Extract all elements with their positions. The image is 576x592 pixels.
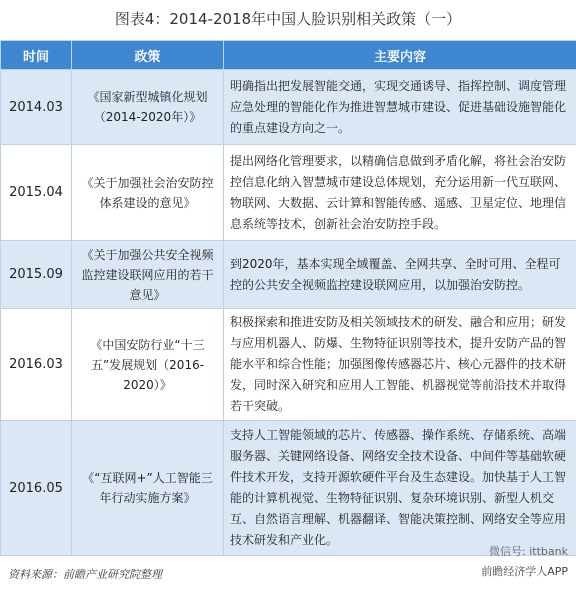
table-header-row — [1, 41, 576, 70]
row-policy: 《中国安防行业“十三五”发展规划（2016-2020）》 — [72, 309, 224, 421]
row-time: 2014.03 — [1, 70, 72, 145]
row-content: 到2020年，基本实现全域覆盖、全网共享、全时可用、全程可控的公共安全视频监控建设联网应用，以加强治安防控。 — [224, 241, 576, 309]
header-content: 主要内容 — [224, 41, 576, 70]
wechat-app-name: 前瞻经济学人APP — [481, 565, 568, 578]
table-row — [1, 309, 576, 421]
row-content: 提出网络化管理要求，以精确信息做到矛盾化解，将社会治安防控信息化纳入智慧城市建设总体规划，充分运用新一代互联网、物联网、大数据、云计算和智能传感、遥感、卫星定位、地理信息系统等技术，创新社会治安防控手段。 — [224, 145, 576, 241]
table-row — [1, 421, 576, 556]
wechat-id: 微信号: ittbank — [489, 545, 568, 558]
row-policy: 《国家新型城镇化规划（2014-2020年）》 — [72, 70, 224, 145]
source-note: 资料来源：前瞻产业研究院整理 — [8, 568, 162, 581]
row-time: 2015.04 — [1, 145, 72, 241]
row-policy: 《关于加强社会治安防控体系建设的意见》 — [72, 145, 224, 241]
row-time: 2016.03 — [1, 309, 72, 421]
row-policy: 《关于加强公共安全视频监控建设联网应用的若干意见》 — [72, 241, 224, 309]
chart-title: 图表4：2014-2018年中国人脸识别相关政策（一） — [114, 10, 462, 28]
row-content: 积极探索和推进安防及相关领域技术的研发、融合和应用；研发与应用机器人、防爆、生物特征识别等技术，提升安防产品的智能水平和综合性能；加强图像传感器芯片、核心元器件的技术研发，同时深入研究和应用人工智能、机器视觉等前沿技术并取得若干突破。 — [224, 309, 576, 421]
wechat-watermark — [481, 543, 568, 579]
row-time: 2016.05 — [1, 421, 72, 556]
row-content: 明确指出把发展智能交通，实现交通诱导、指挥控制、调度管理应急处理的智能化作为推进智慧城市建设、促进基础设施智能化的重点建设方向之一。 — [224, 70, 576, 145]
row-time: 2015.09 — [1, 241, 72, 309]
header-time: 时间 — [1, 41, 72, 70]
row-policy: 《“互联网+”人工智能三年行动实施方案》 — [72, 421, 224, 556]
table-row — [1, 70, 576, 145]
policy-table — [0, 40, 576, 556]
row-content: 支持人工智能领域的芯片、传感器、操作系统、存储系统、高端服务器、关键网络设备、网络安全技术设备、中间件等基础软硬件技术开发，支持开源软硬件平台及生态建设。加快基于人工智能的计算机视觉、生物特征识别、复杂环境识别、新型人机交互、自然语言理解、机器翻译、智能决策控制、网络安全等应用技术研发和产业化。 — [224, 421, 576, 556]
table-row — [1, 145, 576, 241]
header-policy: 政策 — [72, 41, 224, 70]
table-row — [1, 241, 576, 309]
